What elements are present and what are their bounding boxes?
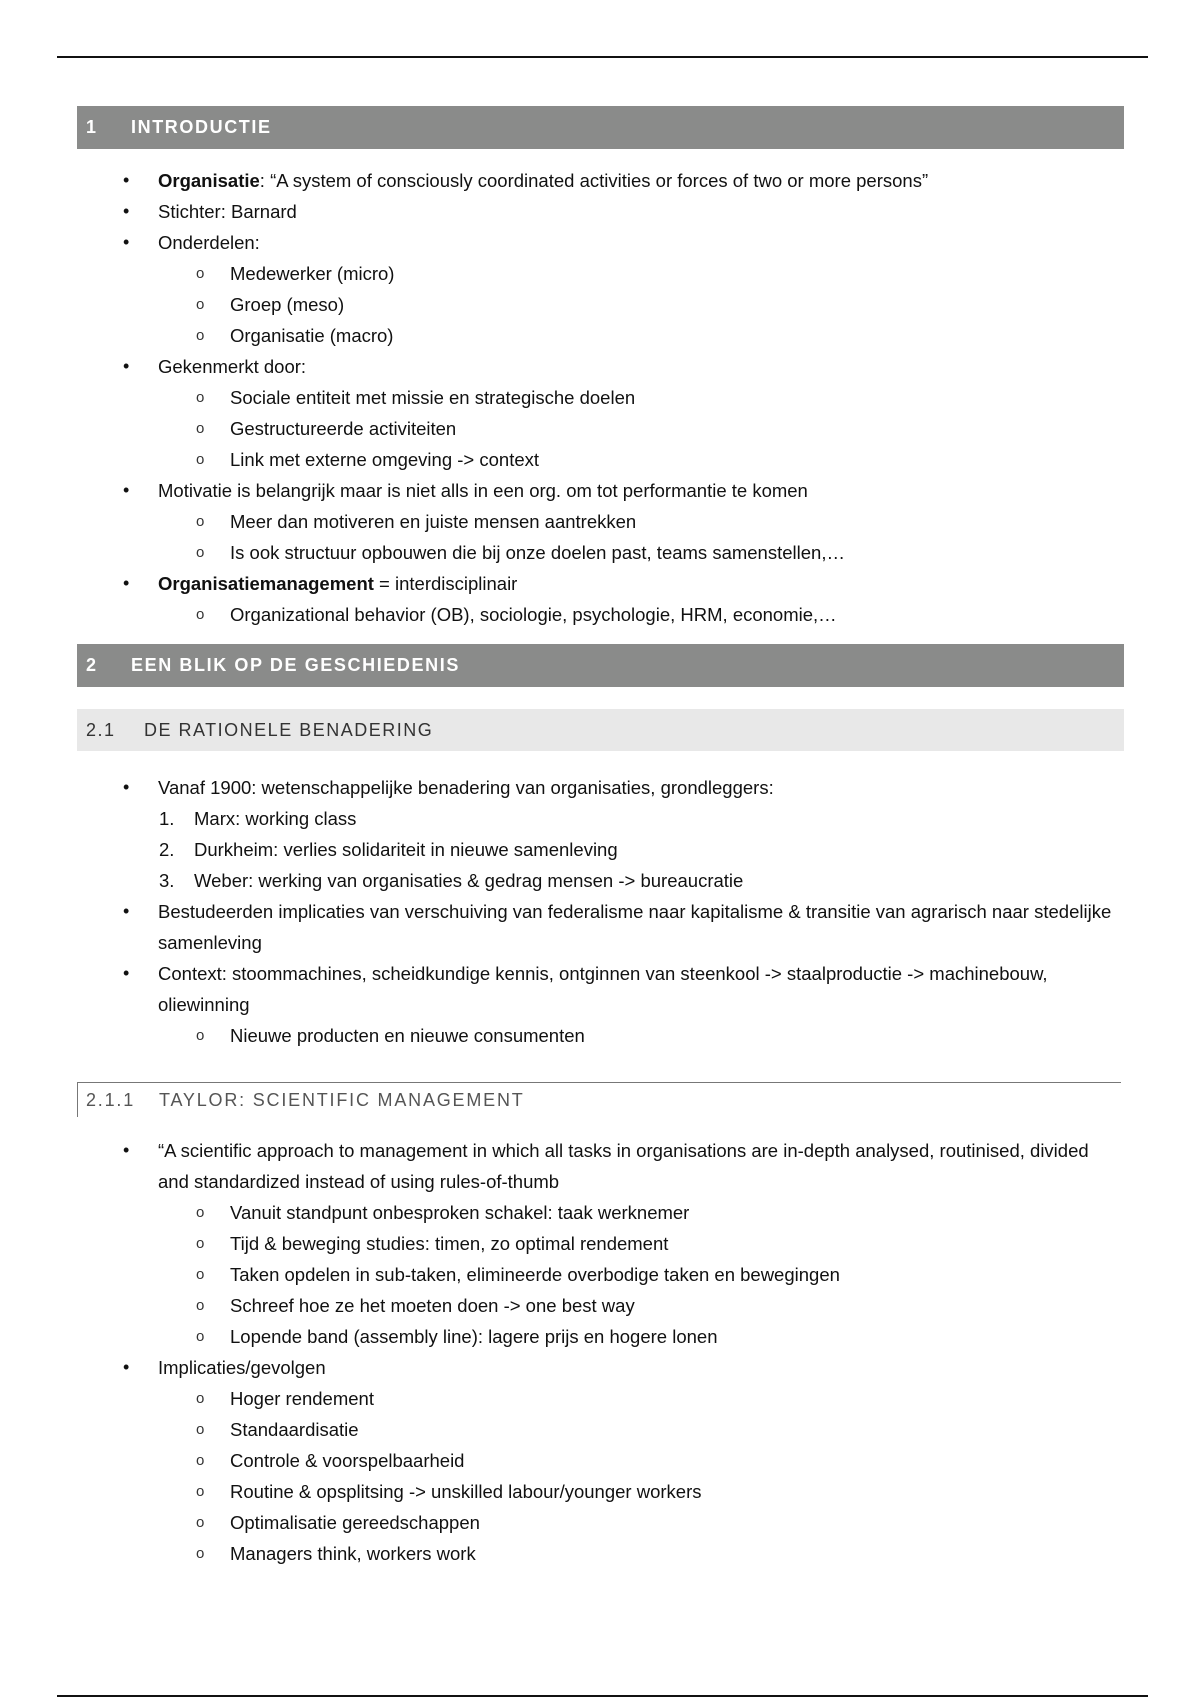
sub-list-item: o Sociale entiteit met missie en strategische doelen	[196, 387, 636, 408]
header-rule	[57, 56, 1148, 58]
heading-number: 2.1.1	[86, 1089, 136, 1110]
heading-introductie	[77, 106, 1124, 149]
list-item: • Organisatie: “A system of consciously coordinated activities or forces of two or more persons”	[123, 170, 929, 191]
sub-list-item: o Link met externe omgeving -> context	[196, 449, 540, 470]
taylor-list	[77, 1135, 1124, 1569]
list-item: • Implicaties/gevolgen o Hoger rendement o Standaardisatie o Controle & voorspelbaarheid o Routine & opsplitsing -> unskilled labour/younger workers o Optimalisatie gereedschappen o Managers think, workers work	[77, 1352, 1124, 1569]
sub-list-item: o Gestructureerde activiteiten	[196, 418, 457, 439]
sub-list-item: o Organizational behavior (OB), sociologie, psychologie, HRM, economie,…	[196, 604, 837, 625]
list-item: • Context: stoommachines, scheidkundige kennis, ontginnen van steenkool -> staalproductie -> machinebouw, oliewinning o Nieuwe producten en nieuwe consumenten	[77, 958, 1124, 1051]
list-item: • Gekenmerkt door: o Sociale entiteit met missie en strategische doelen o Gestructureerde activiteiten o Link met externe omgeving -> context	[77, 351, 1124, 475]
numbered-item: 2. Durkheim: verlies solidariteit in nieuwe samenleving	[159, 839, 618, 860]
sub-list-item: o Schreef hoe ze het moeten doen -> one best way	[196, 1295, 635, 1316]
rationele-list	[77, 772, 1124, 1051]
sub-list-item: o Nieuwe producten en nieuwe consumenten	[196, 1025, 585, 1046]
heading-rationele-benadering	[77, 709, 1124, 751]
sub-list-item: o Organisatie (macro)	[196, 325, 394, 346]
sub-list-item: o Tijd & beweging studies: timen, zo optimal rendement	[196, 1233, 669, 1254]
sub-list-item: o Medewerker (micro)	[196, 263, 395, 284]
heading-title: DE RATIONELE BENADERING	[144, 719, 434, 740]
heading-number: 2.1	[86, 719, 116, 740]
heading-number: 2	[86, 655, 98, 675]
sub-list-item: o Lopende band (assembly line): lagere prijs en hogere lonen	[196, 1326, 718, 1347]
heading-title: INTRODUCTIE	[131, 117, 272, 137]
list-item: • Motivatie is belangrijk maar is niet alls in een org. om tot performantie te komen o Meer dan motiveren en juiste mensen aantrekken o Is ook structuur opbouwen die bij onze doelen past, teams samenstellen,…	[77, 475, 1124, 568]
heading-title: TAYLOR: SCIENTIFIC MANAGEMENT	[159, 1089, 525, 1110]
list-item: • “A scientific approach to management in which all tasks in organisations are in-depth analysed, routinised, divided and standardized instead of using rules-of-thumb o Vanuit standpunt onbesproken schakel: taak werknemer o Tijd & beweging studies: timen, zo optimal rendement o Taken opdelen in sub-taken, elimineerde overbodige taken en bewegingen o Schreef hoe ze het moeten doen -> one best way o Lopende band (assembly line): lagere prijs en hogere lonen	[77, 1135, 1124, 1352]
sub-list-item: o Groep (meso)	[196, 294, 345, 315]
sub-list-item: o Routine & opsplitsing -> unskilled labour/younger workers	[196, 1481, 702, 1502]
sub-list-item: o Controle & voorspelbaarheid	[196, 1450, 465, 1471]
document-body	[77, 106, 1124, 1569]
sub-list-item: o Hoger rendement	[196, 1388, 374, 1409]
heading-geschiedenis	[77, 644, 1124, 687]
sub-list-item: o Taken opdelen in sub-taken, elimineerde overbodige taken en bewegingen	[196, 1264, 840, 1285]
list-item: • Onderdelen: o Medewerker (micro) o Groep (meso) o Organisatie (macro)	[77, 227, 1124, 351]
list-item: • Stichter: Barnard	[123, 201, 297, 222]
sub-list-item: o Managers think, workers work	[196, 1543, 476, 1564]
sub-list-item: o Vanuit standpunt onbesproken schakel: taak werknemer	[196, 1202, 690, 1223]
list-item: • Vanaf 1900: wetenschappelijke benadering van organisaties, grondleggers: 1. Marx: working class 2. Durkheim: verlies solidariteit in nieuwe samenleving 3. Weber: werking van organisaties & gedrag mensen -> bureaucratie	[77, 772, 1124, 896]
sub-list-item: o Meer dan motiveren en juiste mensen aantrekken	[196, 511, 637, 532]
intro-list	[77, 165, 1124, 630]
numbered-item: 3. Weber: werking van organisaties & gedrag mensen -> bureaucratie	[159, 870, 744, 891]
sub-list-item: o Standaardisatie	[196, 1419, 359, 1440]
sub-list-item: o Optimalisatie gereedschappen	[196, 1512, 480, 1533]
heading-title: EEN BLIK OP DE GESCHIEDENIS	[131, 655, 460, 675]
numbered-item: 1. Marx: working class	[159, 808, 357, 829]
list-item: • Organisatiemanagement = interdisciplinair o Organizational behavior (OB), sociologie, psychologie, HRM, economie,…	[77, 568, 1124, 630]
heading-taylor	[77, 1082, 1121, 1117]
footer-rule	[57, 1695, 1148, 1697]
heading-number: 1	[86, 117, 98, 137]
sub-list-item: o Is ook structuur opbouwen die bij onze doelen past, teams samenstellen,…	[196, 542, 845, 563]
list-item: • Bestudeerden implicaties van verschuiving van federalisme naar kapitalisme & transitie van agrarisch naar stedelijke samenleving	[123, 901, 1112, 953]
